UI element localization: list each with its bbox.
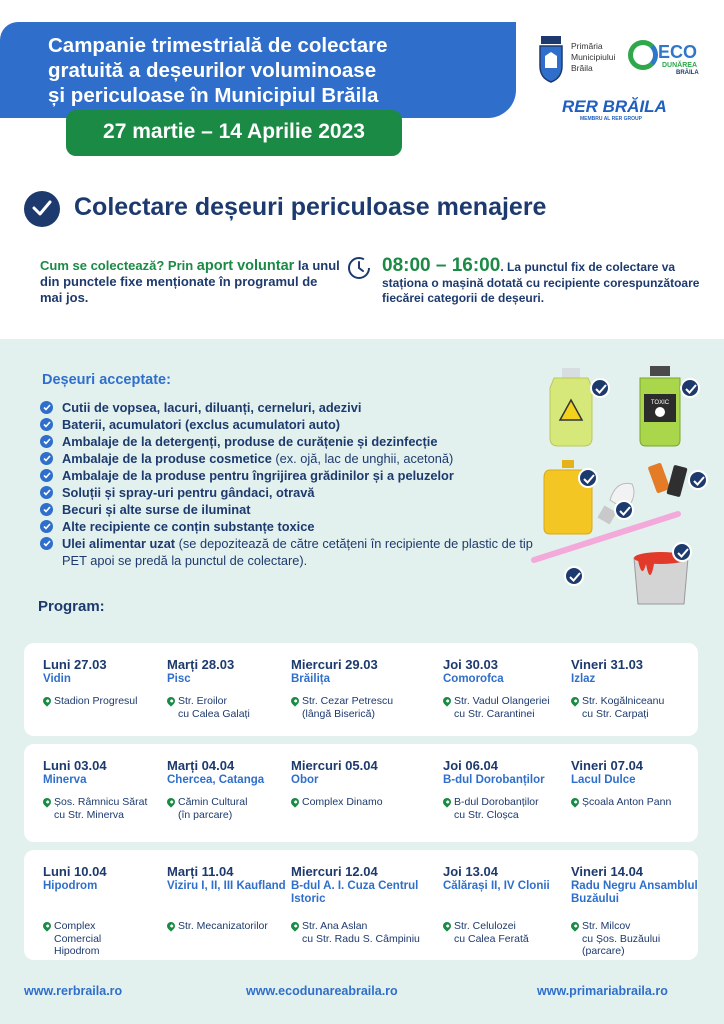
schedule-day xyxy=(43,758,173,836)
day-date: Miercuri 12.04 xyxy=(291,864,378,879)
schedule-day xyxy=(443,864,573,954)
location-pin-icon xyxy=(165,695,176,706)
location-pin-icon xyxy=(289,920,300,931)
accepted-item-main: Ambalaje de la produse pentru îngrijirea grădinilor și a peluzelor xyxy=(62,468,454,483)
address-line: (lângă Biserică) xyxy=(302,707,375,720)
day-date: Vineri 31.03 xyxy=(571,657,644,672)
accepted-item xyxy=(40,433,540,450)
schedule-day xyxy=(291,864,421,954)
address-line: (parcare) xyxy=(582,945,625,957)
campaign-title xyxy=(48,33,508,108)
day-date: Marți 28.03 xyxy=(167,657,235,672)
day-date: Marți 11.04 xyxy=(167,864,234,879)
location-pin-icon xyxy=(41,695,52,706)
day-date: Joi 06.04 xyxy=(443,758,498,773)
footer-link-eco[interactable]: www.ecodunareabraila.ro xyxy=(246,984,398,998)
address-line: Str. Cezar Petrescu xyxy=(302,695,394,707)
primaria-line-2: Municipiului xyxy=(571,52,616,62)
schedule-day xyxy=(291,758,421,836)
how-question: Cum se colectează? xyxy=(40,258,165,273)
check-bullet-icon xyxy=(40,418,53,431)
address-line: Str. Kogălniceanu xyxy=(582,695,665,707)
eco-sub2: BRĂILA xyxy=(676,70,699,76)
week-card xyxy=(24,643,698,736)
day-place: Hipodrom xyxy=(43,880,98,892)
accepted-item-main: Ambalaje de la detergenți, produse de curățenie și dezinfecție xyxy=(62,434,438,449)
day-place: Minerva xyxy=(43,774,87,786)
address-line: cu Str. Radu S. Câmpiniu xyxy=(302,932,420,945)
check-bullet-icon xyxy=(40,469,53,482)
day-place: Pisc xyxy=(167,673,191,685)
address-line: cu Str. Carantinei xyxy=(454,707,535,720)
address-line: cu Str. Carpați xyxy=(582,707,649,720)
check-bullet-icon xyxy=(40,537,53,550)
accepted-item-note: (ex. ojă, lac de unghii, acetonă) xyxy=(271,451,454,466)
schedule-day xyxy=(443,657,573,730)
waste-illustration xyxy=(528,360,714,610)
day-date: Luni 27.03 xyxy=(43,657,107,672)
day-place: Izlaz xyxy=(571,673,596,685)
collection-method xyxy=(40,258,340,306)
address-line: Comercial xyxy=(54,932,102,945)
day-place: Vidin xyxy=(43,673,71,685)
check-circle-icon xyxy=(24,191,60,227)
hours-value: 08:00 – 16:00 xyxy=(382,255,501,276)
schedule-day xyxy=(571,864,701,957)
location-pin-icon xyxy=(165,796,176,807)
week-card xyxy=(24,850,698,960)
crest-icon xyxy=(537,34,565,84)
day-date: Marți 04.04 xyxy=(167,758,235,773)
day-address xyxy=(443,796,539,821)
day-place: Lacul Dulce xyxy=(571,774,636,786)
accepted-item-main: Ambalaje de la produse cosmetice xyxy=(62,451,272,466)
footer-link-primaria[interactable]: www.primariabraila.ro xyxy=(537,984,668,998)
day-place: Obor xyxy=(291,774,319,786)
address-line: B-dul Dorobanților xyxy=(454,796,539,808)
schedule-day xyxy=(443,758,573,836)
day-date: Joi 13.04 xyxy=(443,864,498,879)
primaria-line-1: Primăria xyxy=(571,41,603,51)
day-place: Viziru I, II, III Kaufland xyxy=(167,880,286,892)
day-place: Chercea, Catanga xyxy=(167,774,265,786)
day-address xyxy=(291,695,393,720)
location-pin-icon xyxy=(289,695,300,706)
day-address xyxy=(43,695,137,708)
primaria-logo xyxy=(537,34,629,86)
rer-sub: MEMBRU AL RER GROUP xyxy=(580,116,642,122)
accepted-item xyxy=(40,416,540,433)
section-title: Colectare deșeuri periculoase menajere xyxy=(74,193,547,221)
address-line: Complex Dinamo xyxy=(302,796,383,808)
date-range: 27 martie – 14 Aprilie 2023 xyxy=(103,120,365,143)
how-prin: Prin xyxy=(164,258,197,273)
accepted-item-main: Becuri și alte surse de iluminat xyxy=(62,502,251,517)
address-line: cu Calea Galați xyxy=(178,707,250,720)
address-line: cu Str. Cloșca xyxy=(454,808,519,821)
address-line: cu Șos. Buzăului xyxy=(582,932,661,945)
program-title: Program: xyxy=(38,598,105,615)
address-line: Str. Vadul Olangeriei xyxy=(454,695,550,707)
day-place: Călărași II, IV Clonii xyxy=(443,880,550,892)
day-address xyxy=(167,695,250,720)
schedule-day xyxy=(43,864,173,957)
accepted-list xyxy=(40,399,540,569)
accepted-item xyxy=(40,535,540,569)
address-line: cu Calea Ferată xyxy=(454,932,529,945)
day-date: Miercuri 29.03 xyxy=(291,657,378,672)
location-pin-icon xyxy=(165,920,176,931)
day-date: Joi 30.03 xyxy=(443,657,498,672)
accepted-item xyxy=(40,518,540,535)
location-pin-icon xyxy=(41,796,52,807)
rer-word: RER BRĂILA xyxy=(562,97,667,116)
address-line: Școala Anton Pann xyxy=(582,796,672,808)
check-icon xyxy=(614,500,634,520)
schedule-day xyxy=(167,758,297,836)
accepted-item-main: Cutii de vopsea, lacuri, diluanți, cerneluri, adezivi xyxy=(62,400,362,415)
day-address xyxy=(571,796,671,809)
day-address xyxy=(43,920,101,958)
hours-text: . La punctul fix de colectare va staționa o mașină dotată cu recipiente corespunzătoare fiecărei categorii de deșeuri. xyxy=(382,260,700,305)
accepted-item xyxy=(40,450,540,467)
day-address xyxy=(291,920,420,945)
address-line: Șos. Râmnicu Sărat xyxy=(54,796,148,808)
accepted-item xyxy=(40,484,540,501)
schedule-day xyxy=(291,657,421,730)
check-bullet-icon xyxy=(40,435,53,448)
location-pin-icon xyxy=(569,695,580,706)
accepted-title: Deșeuri acceptate: xyxy=(42,372,171,388)
address-line: Str. Milcov xyxy=(582,920,631,932)
schedule-day xyxy=(571,758,701,836)
day-address xyxy=(443,920,529,945)
toxic-label: TOXIC xyxy=(650,400,670,406)
how-aport: aport voluntar xyxy=(196,258,295,274)
check-bullet-icon xyxy=(40,452,53,465)
check-bullet-icon xyxy=(40,486,53,499)
day-address xyxy=(443,695,550,720)
address-line: Str. Celulozei xyxy=(454,920,516,932)
check-icon xyxy=(672,542,692,562)
location-pin-icon xyxy=(569,920,580,931)
accepted-item-main: Alte recipiente ce conțin substanțe toxice xyxy=(62,519,315,534)
check-bullet-icon xyxy=(40,503,53,516)
hours-info xyxy=(382,255,702,307)
day-date: Luni 10.04 xyxy=(43,864,107,879)
day-address xyxy=(43,796,147,821)
footer-link-rer[interactable]: www.rerbraila.ro xyxy=(24,984,123,998)
location-pin-icon xyxy=(289,796,300,807)
accepted-item-main: Soluții și spray-uri pentru gândaci, otravă xyxy=(62,485,315,500)
day-address xyxy=(571,695,664,720)
title-line-1: Campanie trimestrială de colectare xyxy=(48,34,388,57)
accepted-item-main: Baterii, acumulatori (exclus acumulatori auto) xyxy=(62,417,341,432)
schedule-day xyxy=(43,657,173,730)
day-address xyxy=(571,920,660,958)
accepted-item xyxy=(40,399,540,416)
day-address xyxy=(167,920,268,933)
check-icon xyxy=(688,470,708,490)
location-pin-icon xyxy=(441,796,452,807)
accepted-item-note: (se depozitează de către cetățeni în recipiente de plastic de tip PET apoi se predă la punctul de colectare). xyxy=(62,536,533,568)
schedule-day xyxy=(167,864,297,954)
day-place: Comorofca xyxy=(443,673,504,685)
title-line-3: și periculoase în Municipiul Brăila xyxy=(48,84,379,107)
rer-logo xyxy=(562,97,684,123)
accepted-item xyxy=(40,501,540,518)
address-line: Str. Ana Aslan xyxy=(302,920,368,932)
address-line: Str. Mecanizatorilor xyxy=(178,920,268,932)
location-pin-icon xyxy=(441,695,452,706)
address-line: Cămin Cultural xyxy=(178,796,248,808)
week-card xyxy=(24,744,698,842)
day-date: Vineri 14.04 xyxy=(571,864,644,879)
eco-sub: DUNĂREA xyxy=(662,62,697,69)
address-line: cu Str. Minerva xyxy=(54,808,125,821)
check-icon xyxy=(680,378,700,398)
schedule-day xyxy=(167,657,297,730)
day-place: B-dul Dorobanților xyxy=(443,774,545,786)
day-address xyxy=(167,796,247,821)
location-pin-icon xyxy=(441,920,452,931)
primaria-line-3: Brăila xyxy=(571,63,593,73)
address-line: Complex xyxy=(54,920,96,932)
address-line: Hipodrom xyxy=(54,945,100,957)
address-line: (în parcare) xyxy=(178,808,233,821)
how-rest: la unul din punctele fixe menționate în programul de mai jos. xyxy=(40,258,340,305)
address-line: Str. Eroilor xyxy=(178,695,228,707)
address-line: Stadion Progresul xyxy=(54,695,138,707)
eco-circle-icon xyxy=(628,40,658,70)
check-bullet-icon xyxy=(40,520,53,533)
check-icon xyxy=(578,468,598,488)
title-line-2: gratuită a deșeurilor voluminoase xyxy=(48,59,377,82)
day-place: Radu Negru Ansamblul Buzăului xyxy=(571,880,698,905)
day-place: B-dul A. I. Cuza Centrul Istoric xyxy=(291,880,419,905)
day-place: Brăilița xyxy=(291,673,330,685)
eco-word: ECO xyxy=(658,42,698,62)
location-pin-icon xyxy=(41,920,52,931)
day-address xyxy=(291,796,383,809)
day-date: Vineri 07.04 xyxy=(571,758,644,773)
schedule-day xyxy=(571,657,701,730)
check-bullet-icon xyxy=(40,401,53,414)
check-icon xyxy=(590,378,610,398)
accepted-item xyxy=(40,467,540,484)
clock-icon xyxy=(347,256,371,280)
check-icon xyxy=(564,566,584,586)
day-date: Luni 03.04 xyxy=(43,758,107,773)
day-date: Miercuri 05.04 xyxy=(291,758,378,773)
ecodunarea-logo xyxy=(628,40,708,80)
accepted-item-main: Ulei alimentar uzat xyxy=(62,536,176,551)
location-pin-icon xyxy=(569,796,580,807)
